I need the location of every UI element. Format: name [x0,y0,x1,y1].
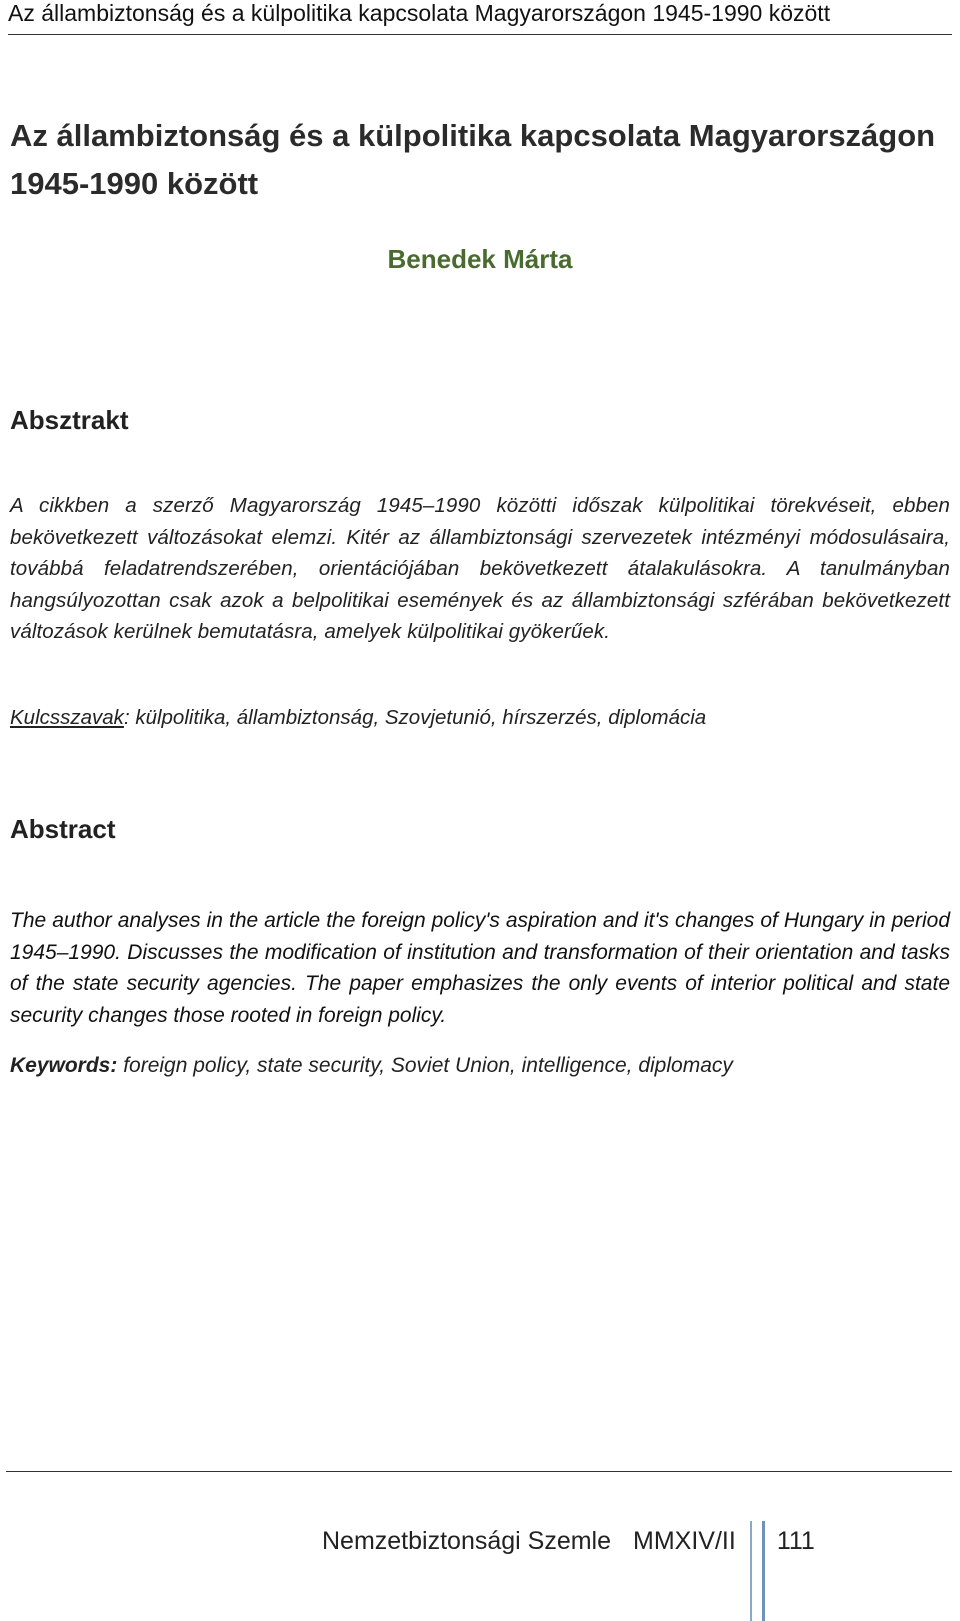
english-abstract-heading: Abstract [10,814,116,844]
footer-issue: MMXIV/II [633,1526,736,1555]
footer-page-number: 111 [776,1526,815,1555]
english-keywords-list: foreign policy, state security, Soviet Union, intelligence, diplomacy [117,1054,733,1077]
hungarian-abstract-text: A cikkben a szerző Magyarország 1945–1990 közötti időszak külpolitikai törekvéseit, ebben bekövetkezett változásokat elemzi. Kitér az állambiztonsági szervezetek intézményi módosulásaira, továbbá feladatrendszerében, orientációjában bekövetkezett átalakulásokra. A tanulmányban hangsúlyozottan csak azok a belpolitikai események és az állambiztonsági szférában bekövetkezett változások kerülnek bemutatásra, amelyek külpolitikai gyökerűek. [10,494,950,643]
hungarian-keywords-list: : külpolitika, állambiztonság, Szovjetunió, hírszerzés, diplomácia [123,706,707,729]
hungarian-abstract-heading: Absztrakt [10,405,129,435]
hungarian-keywords-label: Kulcsszavak [10,706,124,729]
article-title [10,112,950,208]
title-line-2: 1945-1990 között [10,166,259,201]
footer-journal-name: Nemzetbiztonsági Szemle [322,1526,612,1555]
footer-rule [6,1471,952,1472]
english-keywords [10,1054,950,1078]
english-keywords-label: Keywords: [10,1054,118,1077]
author-name: Benedek Márta [387,244,573,274]
english-abstract-text: The author analyses in the article the foreign policy's aspiration and it's changes of Hungary in period 1945–1990. Discusses the modification of institution and transformation of their orientation and tasks of the state security agencies. The paper emphasizes the only events of interior political and state security changes those rooted in foreign policy. [10,909,950,1027]
footer-divider-bars [750,1521,765,1621]
header-rule [8,34,952,35]
title-line-1: Az állambiztonság és a külpolitika kapcsolata Magyarországon [10,118,936,153]
running-header: Az állambiztonság és a külpolitika kapcsolata Magyarországon 1945-1990 között [8,0,831,26]
page-footer [322,1491,815,1591]
hungarian-keywords [10,706,950,730]
